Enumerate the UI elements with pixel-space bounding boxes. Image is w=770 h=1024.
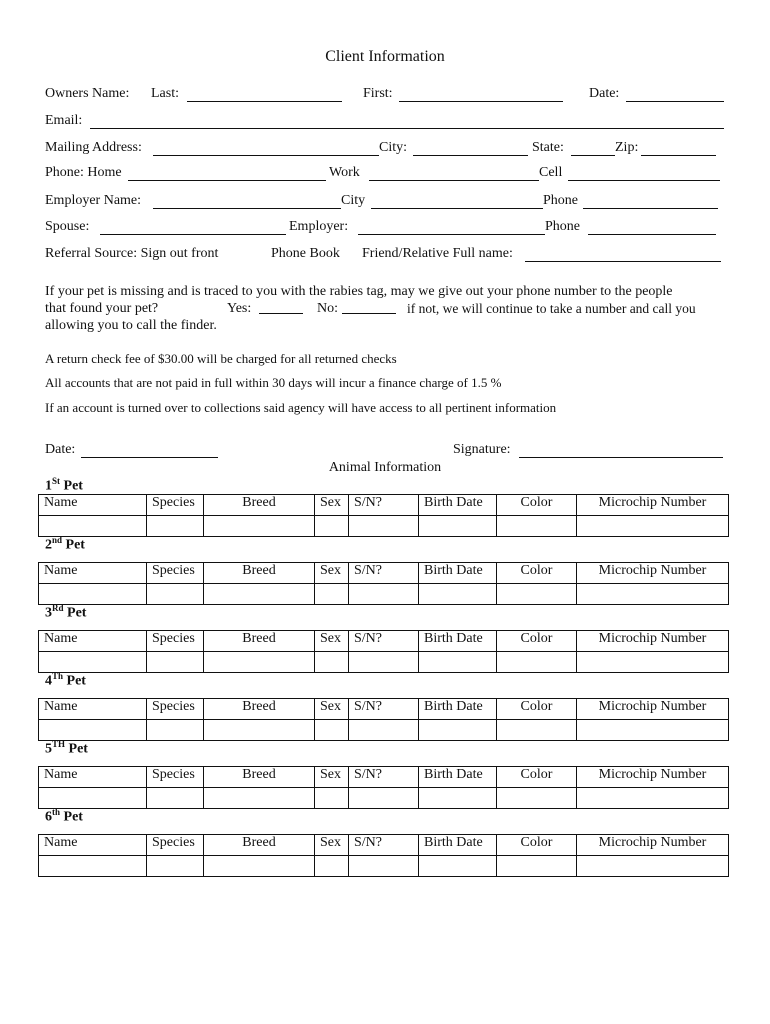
- col-birth-date: Birth Date: [419, 563, 497, 584]
- pet-sn-cell[interactable]: [349, 856, 419, 877]
- pet-birth-cell[interactable]: [419, 652, 497, 673]
- pet-sn-cell[interactable]: [349, 516, 419, 537]
- col-sn: S/N?: [349, 495, 419, 516]
- pet-breed-cell[interactable]: [204, 720, 315, 741]
- page-title: Client Information: [325, 48, 445, 65]
- employer-city-field[interactable]: [371, 208, 543, 209]
- spouse-field[interactable]: [100, 234, 286, 235]
- pet-sn-cell[interactable]: [349, 788, 419, 809]
- home-phone-field[interactable]: [128, 180, 326, 181]
- col-species: Species: [147, 631, 204, 652]
- pet-species-cell[interactable]: [147, 720, 204, 741]
- rabies-line-2: [45, 300, 735, 317]
- pet-species-cell[interactable]: [147, 788, 204, 809]
- col-microchip: Microchip Number: [577, 631, 729, 652]
- sign-date-field[interactable]: [81, 457, 218, 458]
- col-sex: Sex: [315, 563, 349, 584]
- pet-header-row: [39, 631, 729, 652]
- col-microchip: Microchip Number: [577, 495, 729, 516]
- pet-entry-row[interactable]: [39, 584, 729, 605]
- pet-3-table: [38, 630, 729, 673]
- pet-sex-cell[interactable]: [315, 584, 349, 605]
- pet-1-table: [38, 494, 729, 537]
- pet-chip-cell[interactable]: [577, 788, 729, 809]
- referral-sign-out-front[interactable]: Referral Source: Sign out front: [45, 246, 219, 261]
- pet-species-cell[interactable]: [147, 652, 204, 673]
- work-phone-field[interactable]: [369, 180, 539, 181]
- pet-species-cell[interactable]: [147, 856, 204, 877]
- pet-6-label: 6th Pet: [45, 807, 83, 825]
- pet-species-cell[interactable]: [147, 516, 204, 537]
- pet-sex-cell[interactable]: [315, 856, 349, 877]
- referral-row: [45, 246, 725, 266]
- work-phone-label: Work: [329, 165, 360, 180]
- employer-phone-label: Phone: [543, 193, 578, 208]
- pet-breed-cell[interactable]: [204, 856, 315, 877]
- pet-sex-cell[interactable]: [315, 720, 349, 741]
- finance-charge-note: All accounts that are not paid in full within 30 days will incur a finance charge of 1.5 %: [45, 375, 502, 390]
- col-species: Species: [147, 767, 204, 788]
- col-color: Color: [497, 767, 577, 788]
- col-species: Species: [147, 495, 204, 516]
- signature-label: Signature:: [453, 442, 511, 457]
- employer-phone-field[interactable]: [583, 208, 718, 209]
- col-breed: Breed: [204, 495, 315, 516]
- col-birth-date: Birth Date: [419, 767, 497, 788]
- mailing-row: [45, 140, 725, 160]
- col-color: Color: [497, 835, 577, 856]
- date-label: Date:: [589, 86, 620, 101]
- col-breed: Breed: [204, 631, 315, 652]
- state-label: State:: [532, 140, 564, 155]
- pet-name-cell[interactable]: [39, 720, 147, 741]
- pet-color-cell[interactable]: [497, 788, 577, 809]
- col-color: Color: [497, 495, 577, 516]
- email-row: [45, 113, 725, 133]
- spouse-phone-label: Phone: [545, 219, 580, 234]
- employer-name-field[interactable]: [153, 208, 341, 209]
- referral-friend-label: Friend/Relative Full name:: [362, 246, 513, 261]
- pet-sex-cell[interactable]: [315, 516, 349, 537]
- pet-chip-cell[interactable]: [577, 584, 729, 605]
- pet-entry-row[interactable]: [39, 788, 729, 809]
- rabies-yes-label: Yes:: [227, 301, 252, 316]
- pet-color-cell[interactable]: [497, 652, 577, 673]
- pet-chip-cell[interactable]: [577, 652, 729, 673]
- col-sex: Sex: [315, 699, 349, 720]
- col-name: Name: [39, 767, 147, 788]
- pet-6-table: [38, 834, 729, 877]
- pet-color-cell[interactable]: [497, 856, 577, 877]
- home-phone-label: Phone: Home: [45, 165, 122, 180]
- col-breed: Breed: [204, 767, 315, 788]
- col-sex: Sex: [315, 835, 349, 856]
- col-microchip: Microchip Number: [577, 699, 729, 720]
- col-name: Name: [39, 835, 147, 856]
- return-check-note: A return check fee of $30.00 will be charged for all returned checks: [45, 351, 397, 366]
- owner-name-row: [45, 86, 725, 106]
- col-sn: S/N?: [349, 767, 419, 788]
- col-microchip: Microchip Number: [577, 767, 729, 788]
- pet-1-label: 1St Pet: [45, 476, 83, 494]
- cell-phone-label: Cell: [539, 165, 563, 180]
- pet-birth-cell[interactable]: [419, 516, 497, 537]
- pet-4-label: 4Th Pet: [45, 671, 86, 689]
- city-field[interactable]: [413, 155, 528, 156]
- col-species: Species: [147, 563, 204, 584]
- col-sn: S/N?: [349, 699, 419, 720]
- owner-name-label: Owners Name:: [45, 86, 130, 101]
- mailing-address-label: Mailing Address:: [45, 140, 142, 155]
- col-sex: Sex: [315, 767, 349, 788]
- spouse-row: [45, 219, 725, 239]
- pet-sn-cell[interactable]: [349, 720, 419, 741]
- pet-entry-row[interactable]: [39, 856, 729, 877]
- pet-entry-row[interactable]: [39, 720, 729, 741]
- pet-header-row: [39, 699, 729, 720]
- employer-city-label: City: [341, 193, 366, 208]
- spouse-label: Spouse:: [45, 219, 90, 234]
- rabies-question: that found your pet?: [45, 301, 159, 316]
- pet-3-label: 3Rd Pet: [45, 603, 87, 621]
- email-field[interactable]: [90, 128, 724, 129]
- pet-5-label: 5TH Pet: [45, 739, 88, 757]
- spouse-employer-label: Employer:: [289, 219, 349, 234]
- pet-header-row: [39, 835, 729, 856]
- pet-breed-cell[interactable]: [204, 516, 315, 537]
- col-sex: Sex: [315, 495, 349, 516]
- signature-field[interactable]: [519, 457, 723, 458]
- col-name: Name: [39, 563, 147, 584]
- mailing-address-field[interactable]: [153, 155, 379, 156]
- pet-breed-cell[interactable]: [204, 788, 315, 809]
- pet-sex-cell[interactable]: [315, 652, 349, 673]
- pet-2-label: 2nd Pet: [45, 535, 85, 553]
- col-breed: Breed: [204, 699, 315, 720]
- spouse-phone-field[interactable]: [588, 234, 716, 235]
- col-birth-date: Birth Date: [419, 631, 497, 652]
- pet-sex-cell[interactable]: [315, 788, 349, 809]
- col-breed: Breed: [204, 563, 315, 584]
- pet-color-cell[interactable]: [497, 516, 577, 537]
- date-field[interactable]: [626, 101, 724, 102]
- col-species: Species: [147, 835, 204, 856]
- referral-friend-field[interactable]: [525, 261, 721, 262]
- last-name-label: Last:: [151, 86, 179, 101]
- pet-5-table: [38, 766, 729, 809]
- pet-birth-cell[interactable]: [419, 856, 497, 877]
- pet-sn-cell[interactable]: [349, 584, 419, 605]
- pet-4-table: [38, 698, 729, 741]
- pet-breed-cell[interactable]: [204, 652, 315, 673]
- pet-birth-cell[interactable]: [419, 788, 497, 809]
- col-species: Species: [147, 699, 204, 720]
- pet-entry-row[interactable]: [39, 652, 729, 673]
- pet-2-table: [38, 562, 729, 605]
- col-microchip: Microchip Number: [577, 835, 729, 856]
- rabies-alternative: if not, we will continue to take a number and call you: [407, 301, 696, 316]
- pet-sn-cell[interactable]: [349, 652, 419, 673]
- email-label: Email:: [45, 113, 83, 128]
- col-color: Color: [497, 631, 577, 652]
- state-field[interactable]: [571, 155, 615, 156]
- pet-species-cell[interactable]: [147, 584, 204, 605]
- pet-name-cell[interactable]: [39, 516, 147, 537]
- pet-birth-cell[interactable]: [419, 584, 497, 605]
- spouse-employer-field[interactable]: [358, 234, 545, 235]
- pet-header-row: [39, 767, 729, 788]
- rabies-yes-field[interactable]: [259, 313, 303, 314]
- employer-row: [45, 193, 725, 213]
- cell-phone-field[interactable]: [568, 180, 720, 181]
- col-name: Name: [39, 495, 147, 516]
- pet-name-cell[interactable]: [39, 788, 147, 809]
- col-color: Color: [497, 699, 577, 720]
- pet-name-cell[interactable]: [39, 856, 147, 877]
- zip-field[interactable]: [641, 155, 716, 156]
- pet-header-row: [39, 563, 729, 584]
- col-birth-date: Birth Date: [419, 495, 497, 516]
- col-breed: Breed: [204, 835, 315, 856]
- pet-chip-cell[interactable]: [577, 856, 729, 877]
- pet-chip-cell[interactable]: [577, 516, 729, 537]
- col-sex: Sex: [315, 631, 349, 652]
- pet-breed-cell[interactable]: [204, 584, 315, 605]
- sign-date-label: Date:: [45, 442, 76, 457]
- pet-name-cell[interactable]: [39, 652, 147, 673]
- pet-color-cell[interactable]: [497, 584, 577, 605]
- animal-information-title: Animal Information: [328, 460, 442, 475]
- rabies-paragraph: [45, 283, 735, 334]
- pet-name-cell[interactable]: [39, 584, 147, 605]
- col-sn: S/N?: [349, 631, 419, 652]
- col-birth-date: Birth Date: [419, 699, 497, 720]
- col-color: Color: [497, 563, 577, 584]
- first-name-label: First:: [363, 86, 393, 101]
- referral-phone-book[interactable]: Phone Book: [271, 246, 340, 261]
- col-name: Name: [39, 631, 147, 652]
- pet-header-row: [39, 495, 729, 516]
- pet-birth-cell[interactable]: [419, 720, 497, 741]
- zip-label: Zip:: [615, 140, 639, 155]
- pet-entry-row[interactable]: [39, 516, 729, 537]
- rabies-no-label: No:: [317, 301, 338, 316]
- pet-color-cell[interactable]: [497, 720, 577, 741]
- col-sn: S/N?: [349, 835, 419, 856]
- col-name: Name: [39, 699, 147, 720]
- pet-chip-cell[interactable]: [577, 720, 729, 741]
- city-label: City:: [379, 140, 408, 155]
- last-name-field[interactable]: [187, 101, 342, 102]
- col-microchip: Microchip Number: [577, 563, 729, 584]
- first-name-field[interactable]: [399, 101, 563, 102]
- collections-note: If an account is turned over to collections said agency will have access to all pertinent information: [45, 400, 557, 415]
- signature-row: [45, 442, 725, 462]
- employer-name-label: Employer Name:: [45, 193, 142, 208]
- rabies-line-3: allowing you to call the finder.: [45, 318, 217, 333]
- col-birth-date: Birth Date: [419, 835, 497, 856]
- phone-row: [45, 165, 725, 185]
- rabies-no-field[interactable]: [342, 313, 396, 314]
- col-sn: S/N?: [349, 563, 419, 584]
- rabies-line-1: If your pet is missing and is traced to you with the rabies tag, may we give out your phone number to the people: [45, 284, 673, 299]
